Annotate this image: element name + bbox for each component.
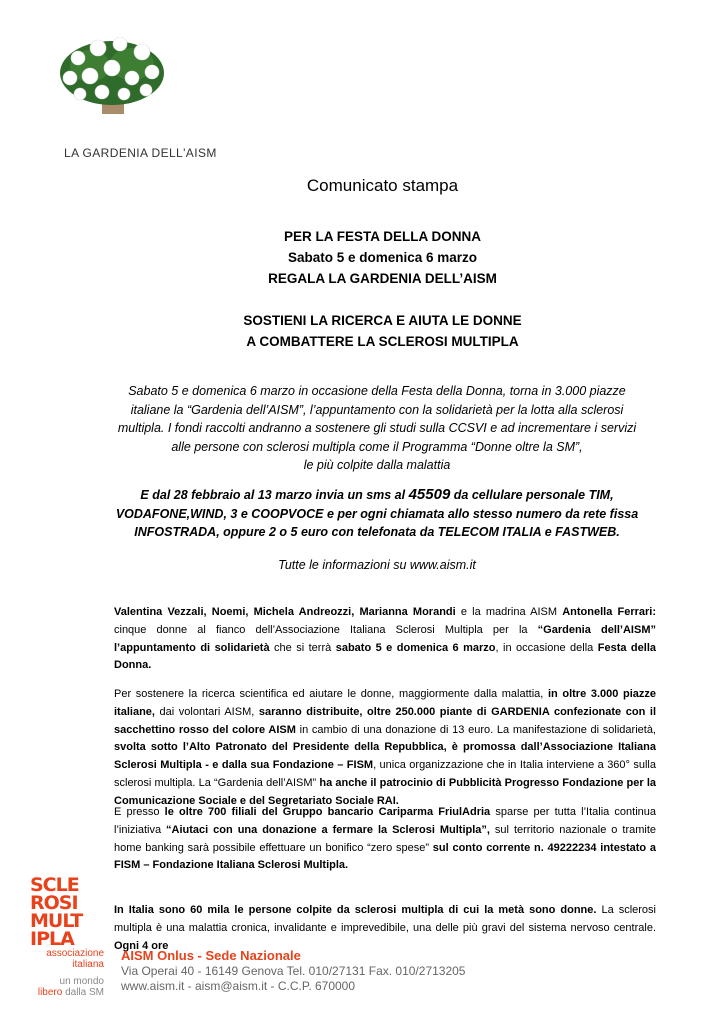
sms-text-post: da cellulare personale TIM, VODAFONE,WIND, 3 e COOPVOCE e per ogni chiamata allo stesso numero da rete fissa INFOSTRADA, oppure 2 o 5 euro con telefonata da TELECOM ITALIA e FASTWEB. bbox=[115, 488, 639, 539]
text: sul territorio nazionale o tramite home banking sarà possibile effettuare un bonifico “zero spese” bbox=[114, 823, 657, 854]
text-bold: ha anche il patrocinio di Pubblicità Progresso Fondazione per la Comunicazione Sociale e del Segretariato Sociale RAI. bbox=[114, 776, 656, 807]
footer-org: AISM Onlus - Sede Nazionale bbox=[121, 948, 301, 963]
text-bold: Valentina Vezzali, Noemi, Michela Andreozzi, Marianna Morandi bbox=[114, 606, 456, 618]
motto-word: libero bbox=[37, 987, 63, 998]
intro-text-last: le più colpite dalla malattia bbox=[303, 458, 451, 472]
text-bold: svolta sotto l’Alto Patronato del Presidente della Repubblica, è promossa dall’Associazione Italiana Sclerosi Multipla - e dalla sua Fondazione – FISM bbox=[114, 741, 656, 772]
footer-address: Via Operai 40 - 16149 Genova Tel. 010/27131 Fax. 010/2713205 bbox=[121, 963, 466, 978]
sclerosi-multipla-logo bbox=[30, 876, 110, 1000]
sms-number: 45509 bbox=[408, 486, 451, 503]
logo-sub-line: italiana bbox=[72, 959, 104, 970]
text: E presso bbox=[114, 806, 165, 818]
logo-motto bbox=[38, 976, 104, 998]
headline-line: SOSTIENI LA RICERCA E AIUTA LE DONNE bbox=[243, 313, 522, 328]
gardenia-plant-icon bbox=[50, 28, 170, 116]
logo-line: IPLA bbox=[30, 928, 74, 950]
text-bold: sabato 5 e domenica 6 marzo bbox=[335, 641, 496, 654]
text: , in occasione della bbox=[495, 641, 598, 654]
text: in cambio di una donazione di 13 euro. La manifestazione di solidarietà, bbox=[295, 723, 656, 736]
text-bold: Festa della Donna. bbox=[114, 641, 656, 672]
text-bold: Ogni 4 ore bbox=[114, 939, 169, 952]
headline-line: A COMBATTERE LA SCLEROSI MULTIPLA bbox=[246, 334, 519, 349]
text: cinque donne al fianco dell’Associazione Italiana Sclerosi Multipla per la bbox=[114, 623, 538, 636]
motto-word: dalla SM bbox=[62, 987, 104, 998]
paragraph-research bbox=[114, 686, 656, 811]
text-bold: “Aiutaci con una donazione a fermare la Sclerosi Multipla”, bbox=[166, 823, 490, 836]
text: dai volontari AISM, bbox=[154, 705, 259, 718]
paragraph-bank bbox=[114, 804, 656, 875]
text: e la madrina AISM bbox=[455, 606, 563, 618]
text-bold: “Gardenia dell’AISM” l’appuntamento di solidarietà bbox=[114, 623, 656, 654]
logo-subtitle bbox=[46, 948, 104, 970]
headline-block-2 bbox=[110, 310, 655, 352]
page-title: Comunicato stampa bbox=[306, 176, 459, 195]
sms-text-pre: E dal 28 febbraio al 13 marzo invia un sms al bbox=[140, 488, 409, 502]
text-bold: saranno distribuite, oltre 250.000 piante di GARDENIA confezionate con il sacchettino rosso del colore AISM bbox=[114, 705, 656, 736]
text: , unica organizzazione che in Italia interviene a 360° sulla sclerosi multipla. La “Gardenia dell’AISM” bbox=[114, 759, 656, 789]
headline-line: Sabato 5 e domenica 6 marzo bbox=[287, 250, 478, 265]
sms-paragraph bbox=[112, 486, 642, 542]
text: Per sostenere la ricerca scientifica ed aiutare le donne, maggiormente dalla malattia, bbox=[114, 688, 548, 700]
footer-contacts bbox=[121, 948, 465, 995]
headline-line: REGALA LA GARDENIA DELL’AISM bbox=[268, 271, 497, 286]
text: che si terrà bbox=[269, 641, 336, 654]
motto-line: un mondo bbox=[59, 976, 104, 987]
text: La sclerosi multipla è una malattia cronica, invalidante e imprevedibile, una delle più gravi del sistema nervoso centrale. bbox=[114, 904, 656, 934]
text-bold: sul conto corrente n. 49222234 intestato a FISM – Fondazione Italiana Sclerosi Multipla. bbox=[114, 841, 657, 872]
text-bold: le oltre 700 filiali del Gruppo bancario Cariparma FriulAdria bbox=[164, 806, 491, 818]
info-line: Tutte le informazioni su www.aism.it bbox=[278, 558, 476, 572]
intro-text: Sabato 5 e domenica 6 marzo in occasione della Festa della Donna, torna in 3.000 piazze italiane la “Gardenia dell’AISM”, l’appuntamento con la solidarietà per la lotta alla sclerosi multipla. I fondi raccolti andranno a sostenere gli studi sulla CCSVI e ad incrementare i servizi alle persone con sclerosi multipla come il Programma “Donne oltre la SM”, bbox=[117, 384, 637, 454]
paragraph-testimonials bbox=[114, 604, 656, 675]
logo-caption: LA GARDENIA DELL'AISM bbox=[64, 146, 217, 160]
logo-sub-line: associazione bbox=[46, 948, 104, 959]
headline-block-1 bbox=[110, 226, 655, 289]
logo-line: ROSI bbox=[30, 892, 78, 914]
headline-line: PER LA FESTA DELLA DONNA bbox=[284, 229, 481, 244]
text-bold: Antonella Ferrari: bbox=[562, 606, 656, 618]
logo-line: SCLE bbox=[30, 874, 79, 896]
text-bold: in oltre 3.000 piazze italiane, bbox=[114, 688, 656, 718]
text: sparse per tutta l’Italia continua l’iniziativa bbox=[114, 806, 657, 836]
footer-web[interactable]: www.aism.it - aism@aism.it - C.C.P. 670000 bbox=[121, 979, 356, 993]
logo-line: MULT bbox=[30, 910, 83, 932]
intro-paragraph bbox=[112, 382, 642, 475]
text-bold: In Italia sono 60 mila le persone colpite da sclerosi multipla di cui la metà sono donne. bbox=[114, 904, 597, 916]
gardenia-logo bbox=[50, 28, 220, 160]
